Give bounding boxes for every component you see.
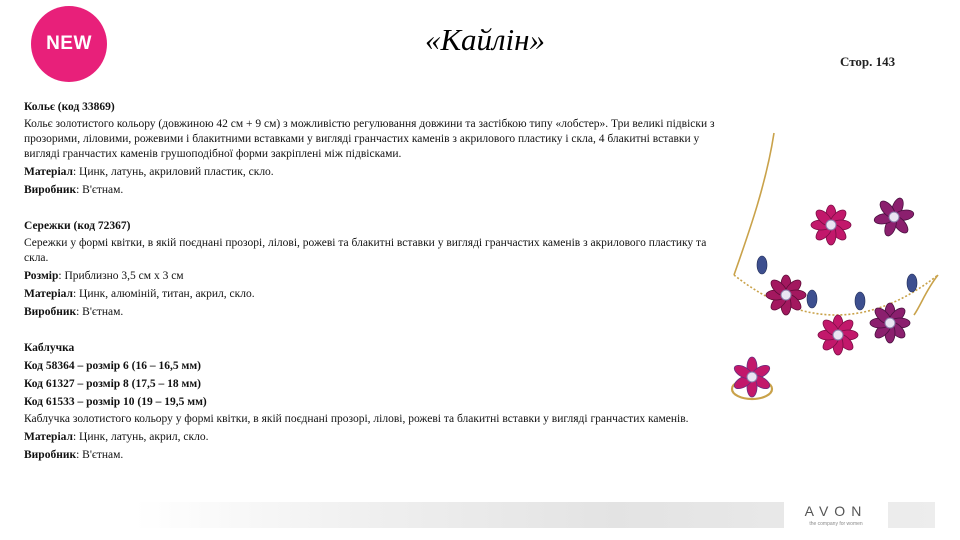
earrings-size: [24, 267, 722, 285]
material-label: Матеріал: [24, 166, 73, 178]
material-value: : Цинк, латунь, акриловий пластик, скло.: [72, 166, 274, 178]
new-badge-text: NEW: [46, 33, 92, 54]
ring-code-2: Код 61327 – розмір 8 (17,5 – 18 мм): [24, 378, 201, 390]
page-title: «Кайлін»: [424, 22, 546, 57]
earrings-maker: [24, 303, 722, 321]
ring-section: [24, 339, 722, 464]
necklace-section: [24, 98, 722, 199]
necklace-heading: Кольє (код 33869): [24, 101, 115, 113]
material-value: : Цинк, алюміній, титан, акрил, скло.: [72, 288, 255, 300]
necklace-pendant-center: [818, 315, 858, 355]
product-description: [24, 98, 722, 464]
ring-code-1: Код 58364 – розмір 6 (16 – 16,5 мм): [24, 360, 201, 372]
ring-description: Каблучка золотистого кольору у формі квітки, в якій поєднані прозорі, лілові, рожеві та блакитні вставки у вигляді гранчастих каменів.: [24, 413, 689, 425]
maker-value: : В'єтнам.: [76, 184, 124, 196]
avon-tagline: the company for women: [809, 521, 863, 527]
ring-material: [24, 428, 722, 446]
maker-label: Виробник: [24, 449, 77, 461]
ring-code-3: Код 61533 – розмір 10 (19 – 19,5 мм): [24, 396, 207, 408]
necklace-pendant-left: [766, 275, 806, 315]
avon-logo: AVON: [804, 503, 868, 519]
earring-flower-left: [811, 205, 851, 245]
earrings-heading: Сережки (код 72367): [24, 220, 131, 232]
earring-flower-right: [873, 196, 914, 237]
necklace-chain-right: [914, 275, 938, 315]
maker-label: Виробник: [24, 306, 77, 318]
ring-flower: [732, 357, 772, 399]
ring-heading: Каблучка: [24, 342, 75, 354]
earrings-description: Сережки у формі квітки, в якій поєднані прозорі, лілові, рожеві та блакитні вставки у вигляді гранчастих каменів з акрилового пластику та скла.: [24, 237, 707, 264]
page-number: Стор. 143: [840, 54, 896, 69]
necklace-description: Кольє золотистого кольору (довжиною 42 см + 9 см) з можливістю регулювання довжини та застібкою типу «лобстер». Три великі підвіски з прозорими, ліловими, рожевими і блакитними вставками у вигляді гранчастих каменів з акрилового пластику і скла, 4 блакитні вставки у вигляді гранчастих каменів грушоподібної форми закріплені між підвісками.: [24, 118, 715, 160]
necklace-pendant-right: [870, 303, 910, 343]
material-value: : Цинк, латунь, акрил, скло.: [72, 431, 209, 443]
avon-logo-block: [784, 500, 888, 532]
material-label: Матеріал: [24, 431, 73, 443]
ring-maker: [24, 446, 722, 464]
necklace-material: [24, 163, 722, 181]
material-label: Матеріал: [24, 288, 73, 300]
jewelry-photo: [726, 125, 942, 405]
maker-value: : В'єтнам.: [76, 449, 124, 461]
maker-value: : В'єтнам.: [76, 306, 124, 318]
size-label: Розмір: [24, 270, 59, 282]
necklace-chain-left: [734, 133, 774, 275]
new-badge: [31, 6, 107, 82]
maker-label: Виробник: [24, 184, 77, 196]
earrings-material: [24, 285, 722, 303]
necklace-maker: [24, 181, 722, 199]
size-value: : Приблизно 3,5 см х 3 см: [58, 270, 184, 282]
earrings-section: [24, 217, 722, 321]
